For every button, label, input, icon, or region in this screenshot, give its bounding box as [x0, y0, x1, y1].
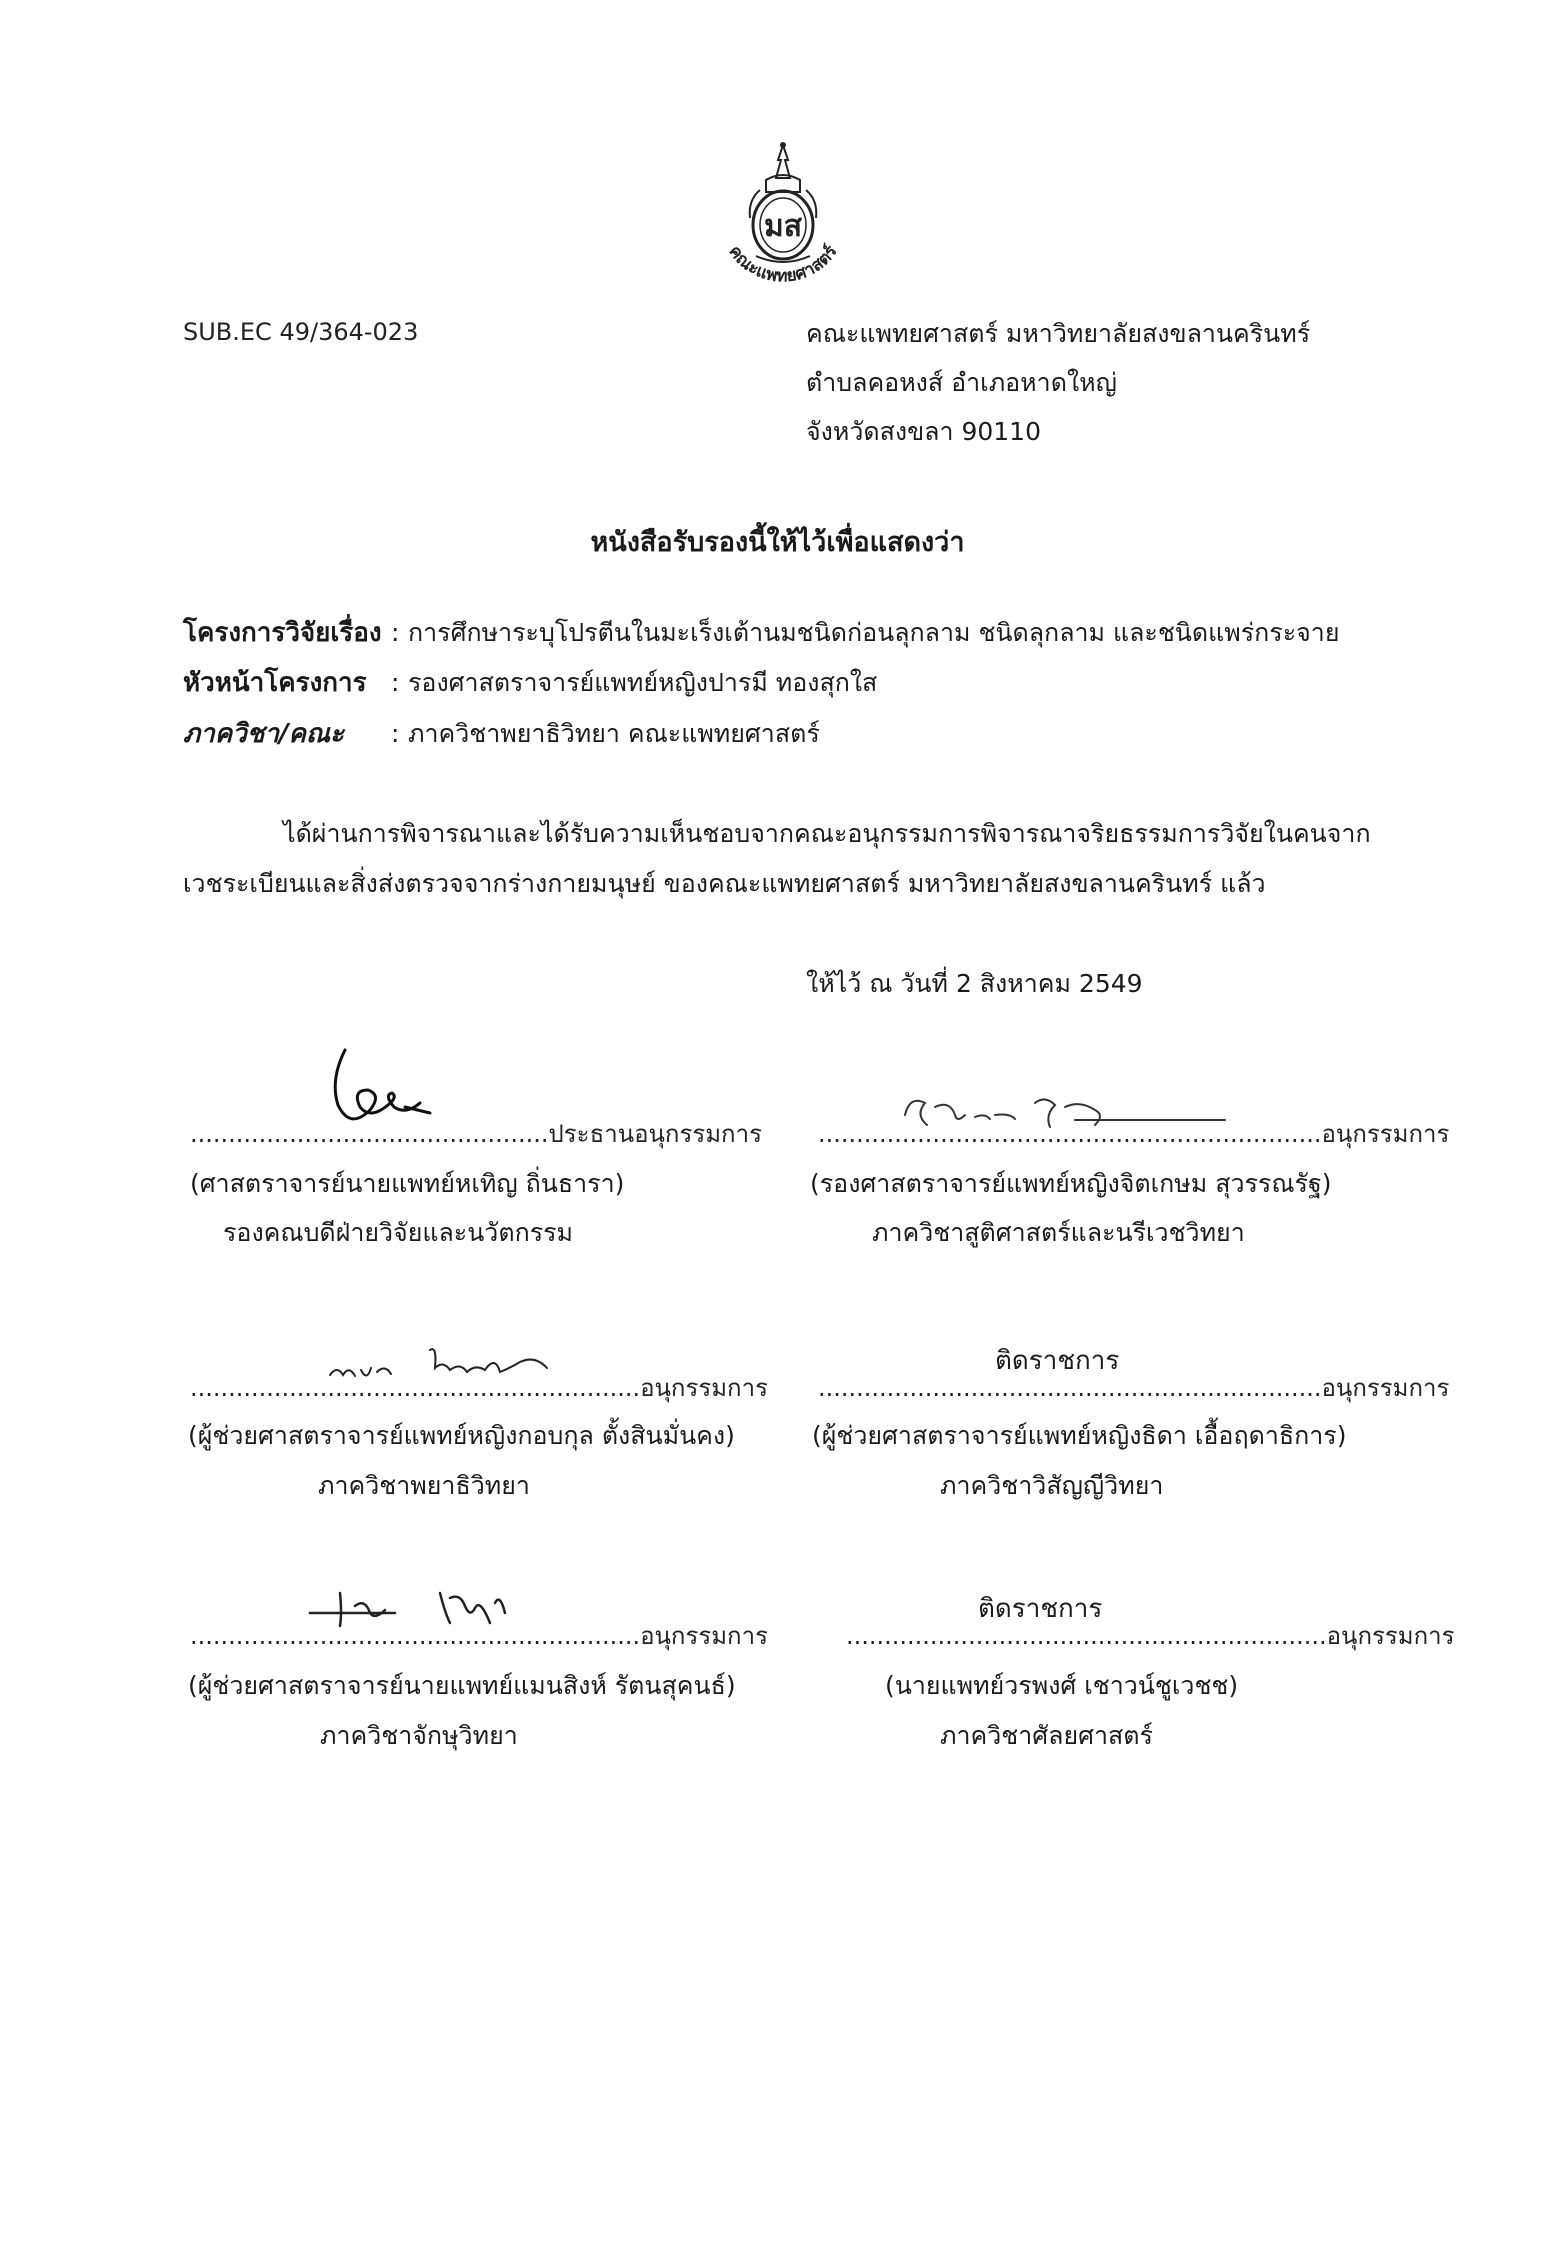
- field-value-department: ภาควิชาพยาธิวิทยา คณะแพทยศาสตร์: [408, 719, 820, 748]
- address-line-1: คณะแพทยศาสตร์ มหาวิทยาลัยสงขลานครินทร์: [806, 319, 1311, 348]
- signature-line-member-5: ...........................................................อนุกรรมการ: [190, 1622, 768, 1650]
- signatory-position-member-2: ภาควิชาสูติศาสตร์และนรีเวชวิทยา: [872, 1218, 1245, 1247]
- field-label-department: ภาควิชา/คณะ: [183, 719, 344, 749]
- signatory-position-member-3: ภาควิชาพยาธิวิทยา: [318, 1471, 530, 1500]
- signatory-position-member-4: ภาควิชาวิสัญญีวิทยา: [940, 1471, 1164, 1500]
- field-separator: :: [391, 719, 400, 748]
- svg-text:คณะแพทยศาสตร์: [724, 241, 842, 287]
- signatory-position-member-6: ภาควิชาศัลยศาสตร์: [940, 1721, 1153, 1750]
- away-on-duty-stamp: ติดราชการ: [995, 1346, 1120, 1376]
- address-line-2: ตำบลคอหงส์ อำเภอหาดใหญ่: [806, 368, 1117, 397]
- faculty-seal-logo: [708, 140, 858, 305]
- field-value-project: การศึกษาระบุโปรตีนในมะเร็งเต้านมชนิดก่อนลุกลาม ชนิดลุกลาม และชนิดแพร่กระจาย: [408, 618, 1340, 647]
- signatory-name-member-2: (รองศาสตราจารย์แพทย์หญิงจิตเกษม สุวรรณรัฐ): [810, 1169, 1332, 1198]
- field-value-principal-investigator: รองศาสตราจารย์แพทย์หญิงปารมี ทองสุกใส: [408, 668, 878, 697]
- signatory-name-chair: (ศาสตราจารย์นายแพทย์หเทิญ ถิ่นธารา): [190, 1169, 625, 1198]
- svg-text:มส: มส: [763, 209, 803, 244]
- signatory-name-member-3: (ผู้ช่วยศาสตราจารย์แพทย์หญิงกอบกุล ตั้งสินมั่นคง): [188, 1421, 735, 1450]
- signatory-name-member-4: (ผู้ช่วยศาสตราจารย์แพทย์หญิงธิดา เอื้อฤดาธิการ): [812, 1421, 1347, 1450]
- reference-number: SUB.EC 49/364-023: [183, 318, 419, 346]
- signature-line-member-6: ...............................................................อนุกรรมการ: [846, 1622, 1455, 1650]
- approval-text-line-2: เวชระเบียนและสิ่งส่งตรวจจากร่างกายมนุษย์ ของคณะแพทยศาสตร์ มหาวิทยาลัยสงขลานครินทร์ แล้ว: [183, 869, 1266, 898]
- logo-caption: คณะแพทยศาสตร์: [724, 241, 842, 287]
- issue-date: ให้ไว้ ณ วันที่ 2 สิงหาคม 2549: [806, 969, 1143, 998]
- address-line-3: จังหวัดสงขลา 90110: [806, 417, 1041, 446]
- certificate-title: หนังสือรับรองนี้ให้ไว้เพื่อแสดงว่า: [590, 527, 965, 558]
- signatory-name-member-5: (ผู้ช่วยศาสตราจารย์นายแพทย์แมนสิงห์ รัตนสุคนธ์): [188, 1671, 736, 1700]
- signature-line-member-4: ..................................................................อนุกรรมการ: [818, 1374, 1450, 1402]
- field-label-principal-investigator: หัวหน้าโครงการ: [183, 668, 367, 698]
- away-on-duty-stamp: ติดราชการ: [978, 1594, 1103, 1624]
- approval-text-line-1: ได้ผ่านการพิจารณาและได้รับความเห็นชอบจากคณะอนุกรรมการพิจารณาจริยธรรมการวิจัยในคนจาก: [283, 819, 1371, 848]
- field-label-project: โครงการวิจัยเรื่อง: [183, 618, 382, 648]
- signatory-position-chair: รองคณบดีฝ่ายวิจัยและนวัตกรรม: [223, 1218, 574, 1247]
- signatory-position-member-5: ภาควิชาจักษุวิทยา: [320, 1721, 518, 1750]
- signatory-name-member-6: (นายแพทย์วรพงศ์ เชาวน์ชูเวชช): [885, 1671, 1239, 1700]
- signature-line-member-2: ..................................................................อนุกรรมการ: [818, 1120, 1450, 1148]
- field-separator: :: [391, 618, 400, 647]
- field-separator: :: [391, 668, 400, 697]
- signature-line-chair: ...............................................ประธานอนุกรรมการ: [190, 1120, 762, 1148]
- signature-line-member-3: ...........................................................อนุกรรมการ: [190, 1374, 768, 1402]
